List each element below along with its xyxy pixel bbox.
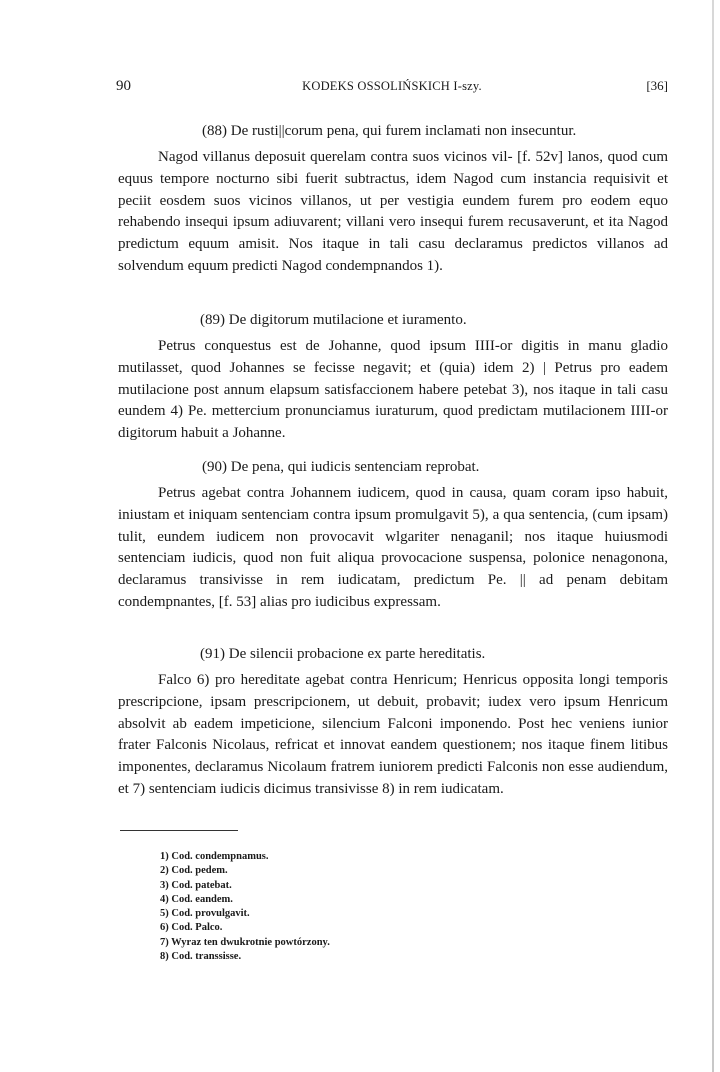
paragraph: Petrus agebat contra Johannem iudicem, quod in causa, quam coram ipso habuit, iniustam et iniquam sentenciam contra ipsum promulgavit 5), a qua sentencia, (cum ipsam) tulit, eundem iudicem non provocavit wlgariter nenaganil; nos itaque huiusmodi sentenciam iudicis, quod non fuit aliqua provocacione suspensa, polonice nenagonona, declaramus transivisse in rem iudicatam, predictum Pe. || ad penam debitam condempnantes, [f. 53] alias pro iudicibus expressam.	[118, 485, 668, 610]
paragraph: Nagod villanus deposuit querelam contra suos vicinos vil- [f. 52v] lanos, quod cum equus tempore nocturno sibi fuerit subtractus, idem Nagod cum instancia requisivit et peciit eosdem suos vicinos villanos, ut per vestigia eundem furem pro eodem equo rehabendo insequi ipsum adiuvarent; villani vero insequi furem recusaverunt, et ita Nagod predictum equum amisit. Nos itaque in tali casu declaramus predictos villanos ad solvendum equum predicti Nagod condempnandos 1).	[118, 149, 668, 274]
footnote: 3) Cod. patebat.	[160, 879, 232, 891]
footnotes	[160, 850, 330, 964]
paragraph: Falco 6) pro hereditate agebat contra Henricum; Henricus opposita longi temporis prescripcione, ipsam prescripcionem, ut debuit, probavit; iudex vero ipsum Henricum absolvit ab eadem impeticione, silencium Falconi imponendo. Post hec veniens iunior frater Falconis Nicolaus, refricat et innovat eandem questionem; nos itaque finem litibus imponentes, declaramus Nicolaum fratrem iuniorem predicti Falconis non esse audiendum, et 7) sentenciam iudicis dicimus transivisse 8) in rem iudicatam.	[118, 672, 668, 797]
page-fold-shadow	[712, 0, 714, 1072]
section-body-91	[118, 670, 668, 801]
section-heading-88: (88) De rusti||corum pena, qui furem inclamati non insecuntur.	[202, 123, 577, 139]
section-heading-91: (91) De silencii probacione ex parte hereditatis.	[200, 646, 486, 662]
page-number: 90	[116, 78, 131, 94]
section-heading-89: (89) De digitorum mutilacione et iuramento.	[200, 312, 467, 328]
footnote-divider	[120, 830, 238, 831]
running-header	[116, 78, 668, 98]
paragraph: Petrus conquestus est de Johanne, quod ipsum IIII-or digitis in manu gladio mutilasset, quod Johannes se fecisse negavit; et (quia) idem 2) | Petrus pro eadem mutilacione post annum elapsum satisfaccionem habere petebat 3), nos itaque in tali casu eundem 4) Pe. mettercium pronunciamus iuraturum, quod predictam mutilacionem IIII-or digitorum habuit a Johanne.	[118, 338, 668, 442]
folio-reference: [36]	[646, 78, 668, 93]
footnote: 6) Cod. Palco.	[160, 922, 223, 934]
footnote: 5) Cod. provulgavit.	[160, 908, 250, 920]
footnote: 7) Wyraz ten dwukrotnie powtórzony.	[160, 936, 330, 948]
footnote: 1) Cod. condempnamus.	[160, 851, 269, 862]
footnote: 4) Cod. eandem.	[160, 893, 233, 905]
section-heading-90: (90) De pena, qui iudicis sentenciam reprobat.	[202, 459, 480, 475]
section-body-88	[118, 147, 668, 278]
footnote: 8) Cod. transsisse.	[160, 951, 242, 963]
running-title: KODEKS OSSOLIŃSKICH I-szy.	[302, 79, 482, 93]
section-body-89	[118, 336, 668, 445]
section-body-90	[118, 483, 668, 614]
footnote: 2) Cod. pedem.	[160, 865, 228, 877]
